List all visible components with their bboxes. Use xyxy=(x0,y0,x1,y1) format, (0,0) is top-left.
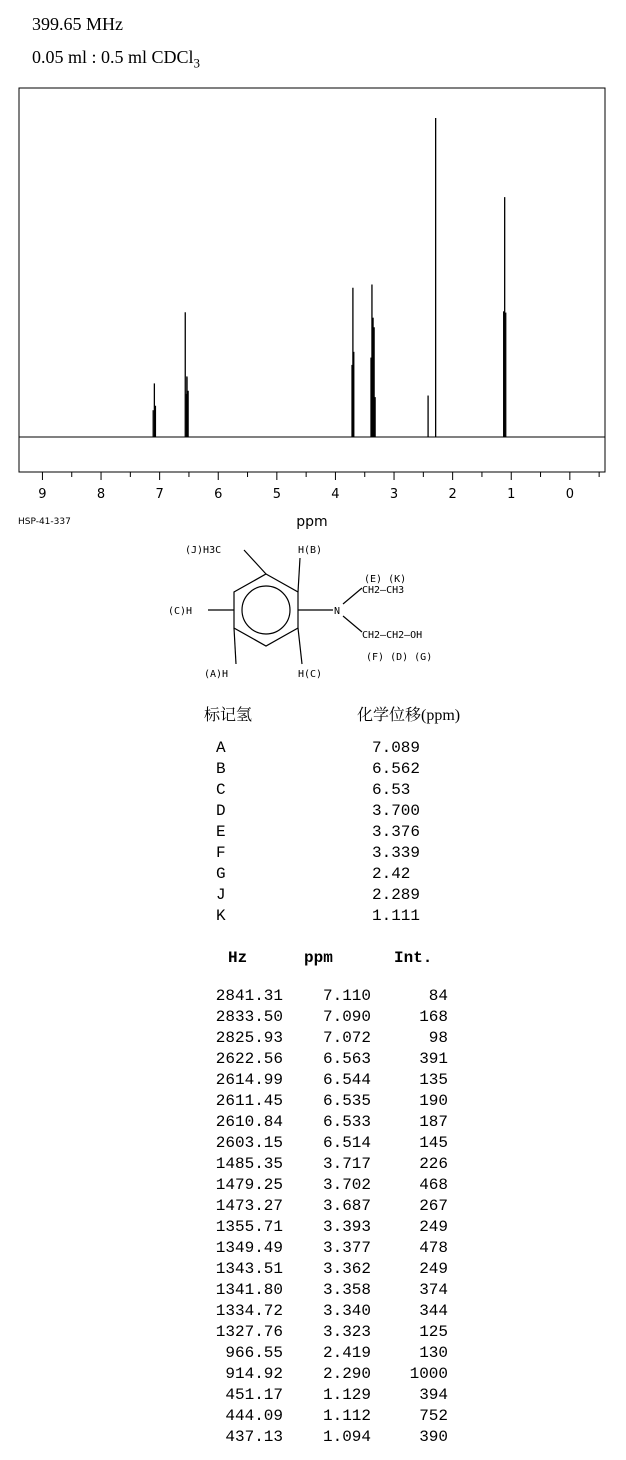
peak-int: 344 xyxy=(419,1302,448,1320)
peak-hz: 451.17 xyxy=(225,1386,283,1404)
peak-int: 478 xyxy=(419,1239,448,1257)
peak-row xyxy=(0,1281,626,1302)
peak-ppm: 6.514 xyxy=(322,1134,371,1152)
peak-ppm: 3.362 xyxy=(322,1260,371,1278)
shift-col-value-header: 化学位移(ppm) xyxy=(357,707,461,724)
peak-hz: 2614.99 xyxy=(215,1071,283,1089)
peak-ppm: 6.544 xyxy=(322,1071,371,1089)
peak-int: 145 xyxy=(419,1134,448,1152)
peak-ppm: 3.358 xyxy=(322,1281,371,1299)
peak-row xyxy=(0,1113,626,1134)
peak-ppm: 1.094 xyxy=(322,1428,371,1446)
nmr-spectrum-chart xyxy=(0,80,626,532)
shift-label: B xyxy=(216,760,226,778)
peak-row xyxy=(0,1029,626,1050)
spectrometer-frequency: 399.65 MHz xyxy=(32,14,123,34)
x-tick-label: 4 xyxy=(331,487,340,502)
x-tick-label: 9 xyxy=(38,487,47,502)
label-h-b: H(B) xyxy=(298,545,323,556)
solvent-subscript: 3 xyxy=(193,55,201,71)
peak-int: 135 xyxy=(419,1071,448,1089)
x-axis-ticks xyxy=(38,472,599,502)
peak-int: 390 xyxy=(419,1428,448,1446)
peak-row xyxy=(0,1323,626,1344)
peak-ppm: 6.563 xyxy=(322,1050,371,1068)
bond-n-up xyxy=(343,588,362,604)
benzene-ring xyxy=(234,574,298,646)
peak-ppm: 1.112 xyxy=(322,1407,371,1425)
peak-ppm: 2.290 xyxy=(322,1365,371,1383)
bond-c-bottom xyxy=(298,628,302,664)
peak-int: 125 xyxy=(419,1323,448,1341)
x-tick-label: 2 xyxy=(448,487,457,502)
peak-hz: 2622.56 xyxy=(215,1050,283,1068)
peak-hz: 1485.35 xyxy=(215,1155,283,1173)
peak-hz: 1343.51 xyxy=(215,1260,283,1278)
peak-hz: 1327.76 xyxy=(215,1323,283,1341)
peak-ppm: 3.717 xyxy=(322,1155,371,1173)
peak-row xyxy=(0,1428,626,1449)
bond-n-down xyxy=(343,616,362,632)
peak-row xyxy=(0,1386,626,1407)
x-tick-label: 1 xyxy=(507,487,516,502)
peak-ppm: 2.419 xyxy=(322,1344,371,1362)
peak-ppm: 6.533 xyxy=(322,1113,371,1131)
peak-ppm: 3.377 xyxy=(322,1239,371,1257)
sample-code: HSP-41-337 xyxy=(18,517,71,527)
x-tick-label: 7 xyxy=(155,487,164,502)
peak-ppm: 6.535 xyxy=(322,1092,371,1110)
x-tick-label: 0 xyxy=(565,487,574,502)
peak-row xyxy=(0,1155,626,1176)
peak-hz: 2841.31 xyxy=(215,987,283,1005)
peak-row xyxy=(0,1071,626,1092)
peak-row xyxy=(0,1218,626,1239)
label-h-c: H(C) xyxy=(298,669,323,680)
shift-label: C xyxy=(216,781,226,799)
shift-label: J xyxy=(216,886,226,904)
peaks-group xyxy=(153,118,506,437)
peak-int: 391 xyxy=(419,1050,448,1068)
peak-row xyxy=(0,1008,626,1029)
bond-a xyxy=(234,628,236,664)
shift-value: 2.289 xyxy=(372,886,421,904)
x-tick-label: 6 xyxy=(214,487,223,502)
aromatic-circle xyxy=(242,586,290,634)
peak-row xyxy=(0,1050,626,1071)
peak-int: 752 xyxy=(419,1407,448,1425)
solvent-text: 0.05 ml : 0.5 ml CDCl xyxy=(32,47,194,67)
peak-hz: 966.55 xyxy=(225,1344,283,1362)
shift-label: G xyxy=(216,865,226,883)
shift-label: K xyxy=(216,907,226,925)
plot-frame xyxy=(19,88,605,472)
peak-row xyxy=(0,1260,626,1281)
peak-hz: 2825.93 xyxy=(215,1029,283,1047)
label-chain: CH2—CH2—OH xyxy=(362,630,423,641)
peak-int: 267 xyxy=(419,1197,448,1215)
peak-hz: 1334.72 xyxy=(215,1302,283,1320)
bond-b xyxy=(298,558,300,592)
peak-ppm: 3.687 xyxy=(322,1197,371,1215)
label-a-h: (A)H xyxy=(204,669,229,680)
peak-int: 168 xyxy=(419,1008,448,1026)
shift-value: 3.339 xyxy=(372,844,421,862)
peak-row xyxy=(0,987,626,1008)
shift-value: 3.376 xyxy=(372,823,421,841)
peak-hz: 914.92 xyxy=(225,1365,283,1383)
peak-ppm: 7.072 xyxy=(322,1029,371,1047)
label-j-ch3: (J)H3C xyxy=(185,545,222,556)
shift-value: 7.089 xyxy=(372,739,421,757)
bond-j xyxy=(244,550,266,574)
peak-int: 468 xyxy=(419,1176,448,1194)
peak-row xyxy=(0,1197,626,1218)
peak-int: 98 xyxy=(428,1029,448,1047)
peak-header-hz: Hz xyxy=(228,949,248,967)
peak-row xyxy=(0,1365,626,1386)
peak-int: 249 xyxy=(419,1218,448,1236)
shift-value: 6.53 xyxy=(372,781,411,799)
peak-hz: 1341.80 xyxy=(215,1281,283,1299)
peak-int: 130 xyxy=(419,1344,448,1362)
label-e-k: (E) (K) xyxy=(364,574,407,585)
peak-row xyxy=(0,1344,626,1365)
peak-int: 249 xyxy=(419,1260,448,1278)
peak-ppm: 3.340 xyxy=(322,1302,371,1320)
shift-label: E xyxy=(216,823,226,841)
peak-int: 84 xyxy=(428,987,448,1005)
label-c-h: (C)H xyxy=(168,606,193,617)
peak-int: 187 xyxy=(419,1113,448,1131)
peak-ppm: 7.110 xyxy=(322,987,371,1005)
molecule-structure xyxy=(150,536,470,686)
shift-label: D xyxy=(216,802,226,820)
peak-hz: 1349.49 xyxy=(215,1239,283,1257)
peak-hz: 437.13 xyxy=(225,1428,283,1446)
peak-row xyxy=(0,1239,626,1260)
peak-hz: 2833.50 xyxy=(215,1008,283,1026)
peak-hz: 444.09 xyxy=(225,1407,283,1425)
shift-value: 1.111 xyxy=(372,907,421,925)
peak-header-ppm: ppm xyxy=(304,949,333,967)
peak-int: 190 xyxy=(419,1092,448,1110)
peak-header-int: Int. xyxy=(394,949,433,967)
peak-ppm: 3.323 xyxy=(322,1323,371,1341)
peak-ppm: 7.090 xyxy=(322,1008,371,1026)
peak-int: 394 xyxy=(419,1386,448,1404)
peak-hz: 1479.25 xyxy=(215,1176,283,1194)
peak-row xyxy=(0,1302,626,1323)
peak-ppm: 3.702 xyxy=(322,1176,371,1194)
peak-int: 1000 xyxy=(409,1365,448,1383)
label-n: N xyxy=(334,606,341,617)
shift-label: F xyxy=(216,844,226,862)
peak-hz: 1473.27 xyxy=(215,1197,283,1215)
shift-value: 6.562 xyxy=(372,760,421,778)
peak-ppm: 1.129 xyxy=(322,1386,371,1404)
shift-value: 2.42 xyxy=(372,865,411,883)
peak-hz: 2603.15 xyxy=(215,1134,283,1152)
peak-hz: 2611.45 xyxy=(215,1092,283,1110)
shift-col-label-header: 标记氢 xyxy=(204,707,253,724)
x-tick-label: 5 xyxy=(272,487,281,502)
peak-row xyxy=(0,1092,626,1113)
x-tick-label: 3 xyxy=(389,487,399,502)
peak-hz: 1355.71 xyxy=(215,1218,283,1236)
solvent-info xyxy=(32,47,200,72)
label-ethyl: CH2—CH3 xyxy=(362,585,405,596)
peak-ppm: 3.393 xyxy=(322,1218,371,1236)
x-tick-label: 8 xyxy=(96,487,106,502)
peak-int: 374 xyxy=(419,1281,448,1299)
x-axis-label: ppm xyxy=(296,514,328,530)
peak-int: 226 xyxy=(419,1155,448,1173)
shift-label: A xyxy=(216,739,226,757)
peak-row xyxy=(0,1176,626,1197)
peak-row xyxy=(0,1407,626,1428)
peak-hz: 2610.84 xyxy=(215,1113,283,1131)
label-f-d-g: (F) (D) (G) xyxy=(366,652,433,663)
peak-row xyxy=(0,1134,626,1155)
shift-value: 3.700 xyxy=(372,802,421,820)
